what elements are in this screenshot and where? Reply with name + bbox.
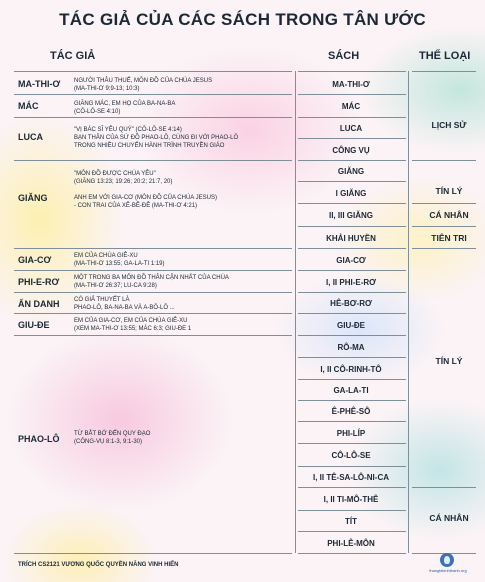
page-title: TÁC GIẢ CỦA CÁC SÁCH TRONG TÂN ƯỚC xyxy=(59,10,426,29)
book-name: GIU-ĐE xyxy=(337,321,365,330)
book-name: GIA-CƠ xyxy=(336,256,366,265)
book-divider xyxy=(298,248,406,249)
author-name: GIU-ĐE xyxy=(18,320,50,330)
book-name: LUCA xyxy=(339,124,363,133)
author-desc: TỪ BẮT BỚ ĐẾN QUY ĐẠO (CÔNG-VỤ 8:1-3, 9:1-30) xyxy=(74,431,151,445)
column-divider xyxy=(408,71,409,553)
book-name: RÔ-MA xyxy=(337,343,365,352)
globe-logo-icon xyxy=(440,553,454,567)
book-divider xyxy=(298,487,406,488)
book-divider xyxy=(298,226,406,227)
author-divider xyxy=(14,292,292,293)
book-divider xyxy=(298,94,406,95)
book-divider xyxy=(298,443,406,444)
table-bottom-line xyxy=(14,553,292,554)
author-desc: EM CỦA CHÚA GIÊ-XU (MA-THI-Ơ 13:55; GA-LA-TI 1:19) xyxy=(74,253,165,267)
footer-source: TRÍCH CS2121 VƯƠNG QUỐC QUYỀN NĂNG VINH HIỂN xyxy=(18,562,179,568)
book-name: I, II TI-MÔ-THÊ xyxy=(323,495,379,504)
author-name: GIĂNG xyxy=(18,193,48,203)
header-divider-genre xyxy=(412,71,476,72)
table-bottom-line xyxy=(298,553,406,554)
header-divider-author xyxy=(14,71,292,72)
author-divider xyxy=(14,248,292,249)
book-name: CÔNG VỤ xyxy=(332,146,370,155)
book-divider xyxy=(298,510,406,511)
genre-divider xyxy=(412,487,476,488)
book-divider xyxy=(298,270,406,271)
author-desc: GIĂNG MÁC, EM HỌ CỦA BA-NA-BA (CÔ-LÔ-SE 4:10) xyxy=(74,101,176,115)
genre-label: CÁ NHÂN xyxy=(429,513,469,523)
book-name: I, II PHI-E-RƠ xyxy=(326,278,376,287)
book-divider xyxy=(298,138,406,139)
genre-label: TÍN LÝ xyxy=(435,356,463,366)
book-name: MÁC xyxy=(341,102,361,111)
author-name: MÁC xyxy=(18,101,39,111)
book-name: PHI-LÊ-MÔN xyxy=(327,539,375,548)
genre-divider xyxy=(412,203,476,204)
book-divider xyxy=(298,357,406,358)
book-name: I, II CÔ-RINH-TÔ xyxy=(320,365,382,374)
book-name: CÔ-LÔ-SE xyxy=(331,451,371,460)
author-name: GIA-CƠ xyxy=(18,255,52,265)
book-divider xyxy=(298,160,406,161)
book-name: Ê-PHÊ-SÔ xyxy=(331,407,371,416)
genre-divider xyxy=(412,160,476,161)
header-book: SÁCH xyxy=(328,50,360,62)
book-name: HÊ-BƠ-RƠ xyxy=(330,299,372,308)
book-divider xyxy=(298,117,406,118)
author-desc: NGƯỜI THÂU THUẾ, MÔN ĐỒ CỦA CHÚA JESUS (MA-THI-Ơ 9:9-13; 10:3) xyxy=(74,78,213,92)
author-desc: "VỊ BÁC SĨ YÊU QUÝ" (CÔ-LÔ-SE 4:14) BẠN THÂN CỦA SỨ ĐỒ PHAO-LÔ, CÙNG ĐI VỚI PHAO-LÔ TRONG NHIỀU CHUYẾN HÀNH TRÌNH TRUYỀN GIÁO xyxy=(74,127,239,149)
book-divider xyxy=(298,379,406,380)
book-name: KHẢI HUYỀN xyxy=(326,234,376,243)
genre-divider xyxy=(412,226,476,227)
genre-label: TÍN LÝ xyxy=(435,186,463,196)
logo-caption: thanglekinhthanh.org xyxy=(429,568,467,573)
book-divider xyxy=(298,335,406,336)
author-name: MA-THI-Ơ xyxy=(18,79,61,89)
book-divider xyxy=(298,421,406,422)
book-divider xyxy=(298,181,406,182)
author-desc: EM CỦA GIA-CƠ, EM CỦA CHÚA GIÊ-XU (XEM MA-THI-Ơ 13:55; MÁC 6:3; GIU-ĐE 1 xyxy=(74,318,192,332)
author-desc: "MÔN ĐỒ ĐƯỢC CHÚA YÊU" (GIĂNG 13:23; 19:26; 20:2; 21:7, 20) ANH EM VỚI GIA-CƠ (MÔN ĐỒ CỦA CHÚA JESUS) - CON TRAI CỦA XÊ-BÊ-ĐÊ (MA-THI-Ơ 4:21) xyxy=(74,171,217,209)
header-author: TÁC GIẢ xyxy=(50,50,96,62)
genre-label: TIÊN TRI xyxy=(431,233,467,243)
genre-label: LỊCH SỬ xyxy=(431,120,467,130)
book-name: GA-LA-TI xyxy=(333,386,369,395)
author-divider xyxy=(14,160,292,161)
genre-label: CÁ NHÂN xyxy=(429,210,469,220)
book-divider xyxy=(298,466,406,467)
book-divider xyxy=(298,203,406,204)
author-divider xyxy=(14,270,292,271)
book-name: II, III GIĂNG xyxy=(328,211,373,220)
header-genre: THỂ LOẠI xyxy=(419,50,471,62)
author-divider xyxy=(14,335,292,336)
book-name: I, II TÊ-SA-LÔ-NI-CA xyxy=(313,473,389,482)
author-name: PHAO-LÔ xyxy=(18,434,60,444)
author-divider xyxy=(14,117,292,118)
book-name: TÍT xyxy=(345,517,357,526)
author-desc: MỘT TRONG BA MÔN ĐỒ THÂN CẬN NHẤT CỦA CHÚA (MA-THI-Ơ 26:37; LU-CA 9:28) xyxy=(74,275,229,289)
book-name: PHI-LÍP xyxy=(336,429,366,438)
header-divider-book xyxy=(298,71,406,72)
author-divider xyxy=(14,94,292,95)
book-divider xyxy=(298,313,406,314)
book-name: MA-THI-Ơ xyxy=(332,80,370,89)
book-divider xyxy=(298,400,406,401)
genre-divider xyxy=(412,248,476,249)
author-divider xyxy=(14,313,292,314)
book-name: I GIĂNG xyxy=(335,189,367,198)
author-name: LUCA xyxy=(18,132,43,142)
author-desc: CÓ GIẢ THUYẾT LÀ PHAO-LÔ, BA-NA-BA VÀ A-BÔ-LÔ ... xyxy=(74,297,175,311)
author-name: ẨN DANH xyxy=(18,299,60,309)
book-name: GIĂNG xyxy=(337,167,365,176)
book-divider xyxy=(298,531,406,532)
author-name: PHI-E-RƠ xyxy=(18,277,60,287)
book-divider xyxy=(298,292,406,293)
